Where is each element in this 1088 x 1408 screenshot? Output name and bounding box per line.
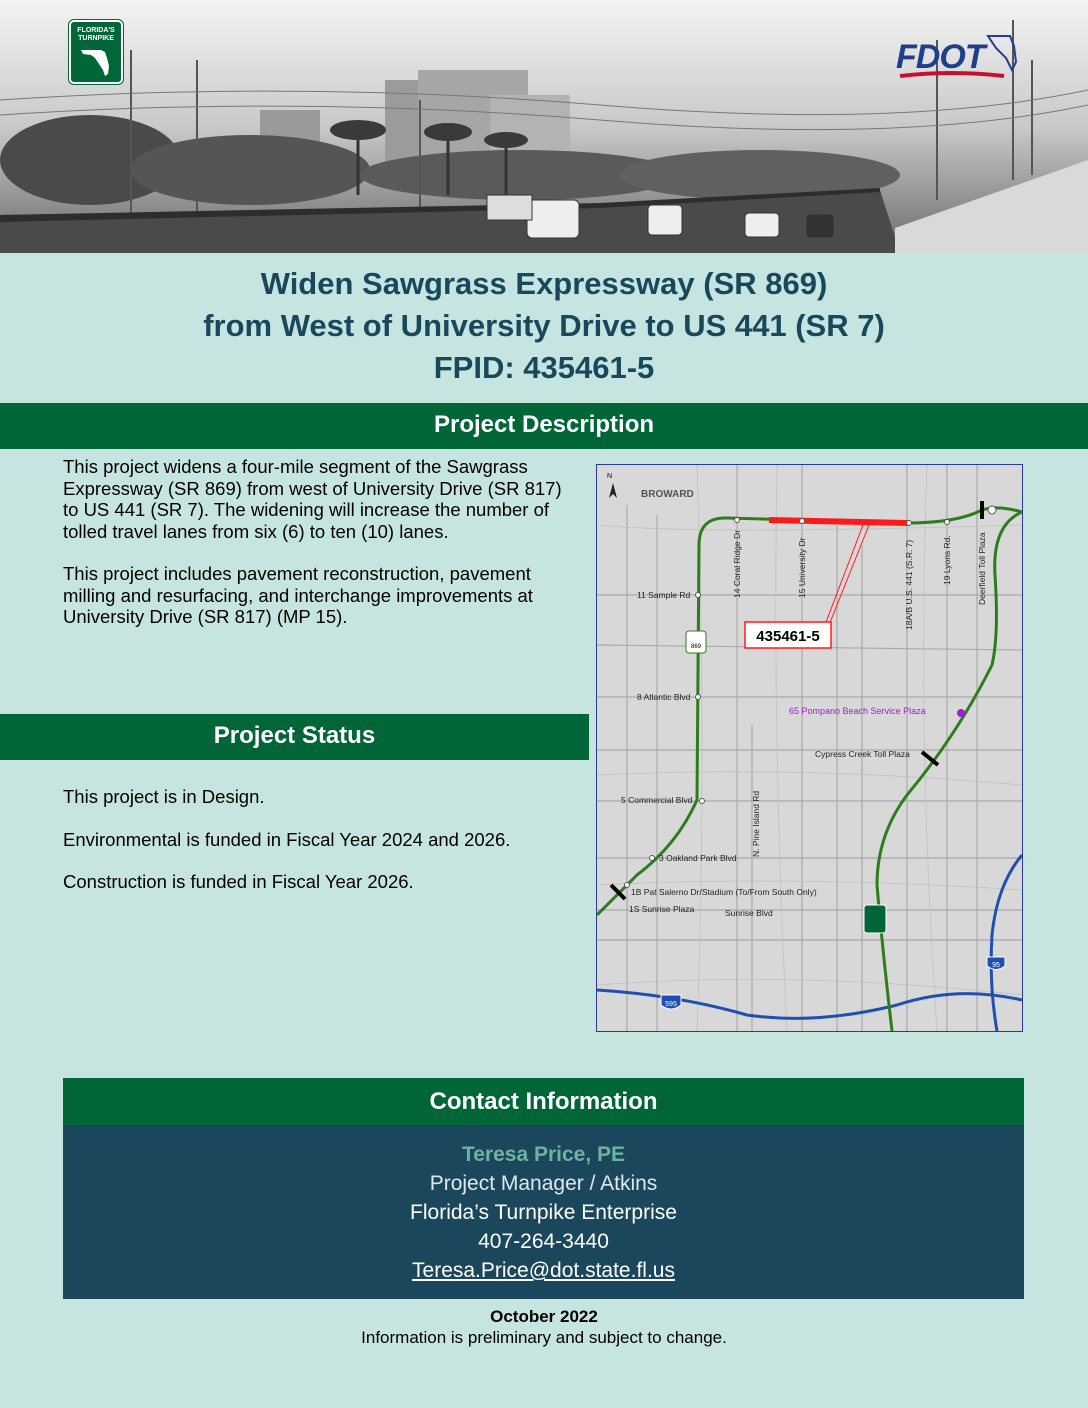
project-status-heading: Project Status <box>213 722 376 749</box>
turnpike-shield-icon <box>864 905 886 933</box>
project-description-header <box>0 403 1088 449</box>
svg-text:595: 595 <box>665 1001 677 1008</box>
map-label-oakland: 3 Oakland Park Blvd <box>659 853 737 863</box>
map-label-sunrise-blvd: Sunrise Blvd <box>725 908 773 918</box>
map-svg <box>597 465 1022 1031</box>
map-label-lyons: 19 Lyons Rd. <box>942 535 952 585</box>
map-label-atlantic: 8 Atlantic Blvd <box>637 692 691 702</box>
footer-note: Information is preliminary and subject to change. <box>361 1328 727 1347</box>
title-line-2: from West of University Drive to US 441 (SR 7) <box>203 308 885 343</box>
svg-text:95: 95 <box>992 962 1000 969</box>
project-status-text <box>63 786 583 893</box>
map-label-commercial: 5 Commercial Blvd <box>621 795 693 805</box>
map-label-sunrise-plaza: 1S Sunrise Plaza <box>629 904 695 914</box>
contact-name: Teresa Price, PE <box>461 1143 626 1166</box>
fdot-logo <box>892 30 1020 84</box>
project-callout-label: 435461-5 <box>756 628 820 645</box>
status-line-2: Environmental is funded in Fiscal Year 2024 and 2026. <box>63 828 511 850</box>
fdot-swoosh-icon <box>892 30 1020 84</box>
map-label-deerfield: Deerfield Toll Plaza <box>977 532 987 605</box>
status-line-3: Construction is funded in Fiscal Year 2026. <box>63 871 414 892</box>
contact-organization: Florida’s Turnpike Enterprise <box>410 1201 677 1224</box>
project-description-heading: Project Description <box>433 411 655 438</box>
map-label-salerno: 1B Pat Salerno Dr/Stadium (To/From South Only) <box>631 887 817 897</box>
contact-information-header <box>63 1078 1024 1125</box>
contact-email-link[interactable]: Teresa.Price@dot.state.fl.us <box>412 1259 675 1282</box>
turnpike-logo <box>69 20 123 84</box>
contact-information-body <box>63 1125 1024 1299</box>
contact-phone: 407-264-3440 <box>478 1230 609 1253</box>
map-label-coral-ridge: 14 Coral Ridge Dr <box>732 529 742 598</box>
contact-role: Project Manager / Atkins <box>429 1172 658 1195</box>
status-line-1: This project is in Design. <box>63 786 265 807</box>
footer <box>0 1306 1088 1348</box>
map-label-university: 15 University Dr <box>797 537 807 598</box>
florida-icon <box>71 22 121 82</box>
sr869-shield-icon <box>686 631 706 653</box>
project-status-header <box>0 714 589 760</box>
fpid-title: FPID: 435461-5 <box>433 350 655 385</box>
turnpike-logo-text: FLORIDA'S TURNPIKE <box>77 27 115 42</box>
title-line-1: Widen Sawgrass Expressway (SR 869) <box>260 266 828 301</box>
i595-shield-icon <box>661 995 681 1009</box>
i95-shield-icon <box>987 957 1005 970</box>
map-label-sample: 11 Sample Rd <box>637 590 691 600</box>
header-photo <box>0 0 1088 253</box>
description-paragraph-2: This project includes pavement reconstruction, pavement milling and resurfacing, and interchange improvements at University Drive (SR 817) (MP 15). <box>63 563 533 627</box>
page-title <box>0 263 1088 389</box>
map-label-pine-island: N. Pine Island Rd <box>751 790 761 857</box>
project-description-text <box>63 456 563 628</box>
footer-date: October 2022 <box>490 1307 598 1326</box>
fdot-logo-text: FDOT <box>896 38 985 76</box>
description-paragraph-1: This project widens a four-mile segment of the Sawgrass Expressway (SR 869) from west of University Drive (SR 817) to US 441 (SR 7). The widening will increase the number of tolled travel lanes from six (6) to ten (10) lanes. <box>63 456 562 542</box>
map-county-label: BROWARD <box>641 489 694 500</box>
map-label-cypress: Cypress Creek Toll Plaza <box>815 749 910 759</box>
svg-text:869: 869 <box>690 644 702 650</box>
contact-heading: Contact Information <box>429 1088 658 1115</box>
project-map <box>596 464 1023 1032</box>
map-label-pompano: 65 Pompano Beach Service Plaza <box>789 706 926 716</box>
map-label-us441: 18A/B U.S. 441 (S.R. 7) <box>904 539 914 630</box>
map-north-label: N <box>607 473 613 480</box>
